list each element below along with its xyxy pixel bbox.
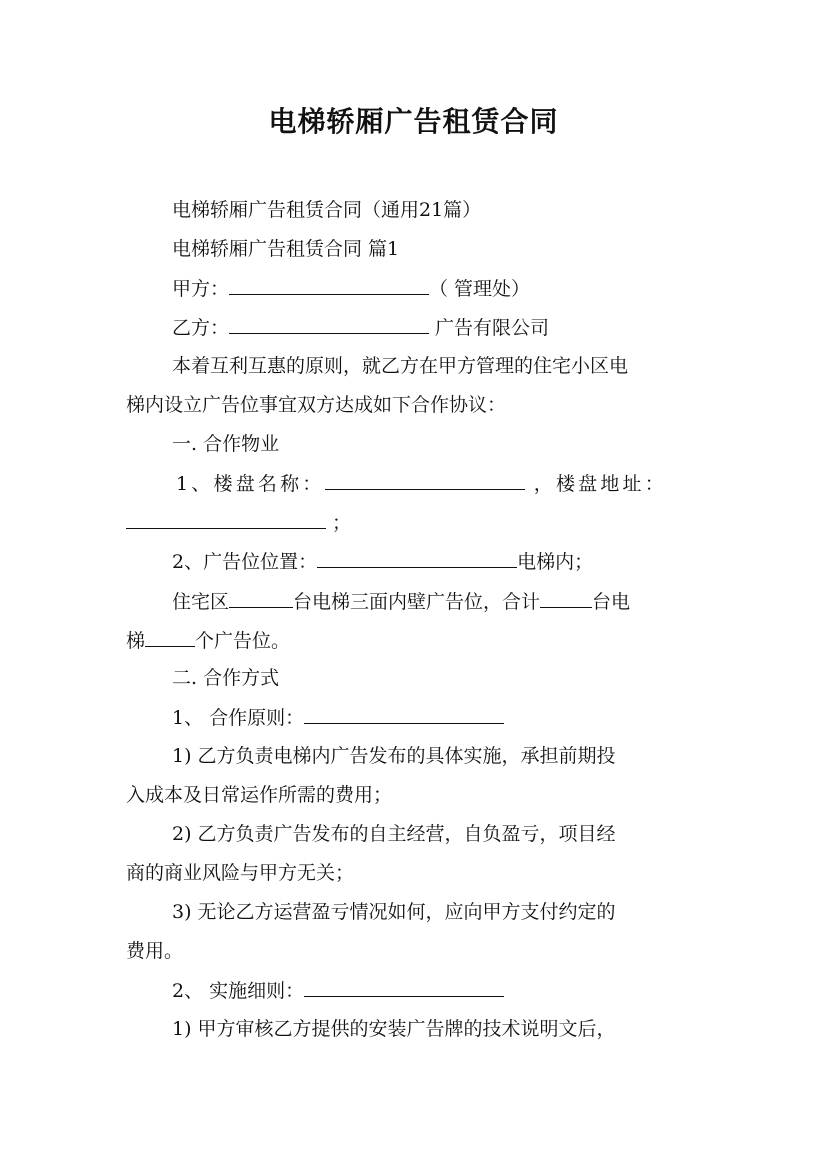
cooperation-principle-blank [304,704,504,724]
total-count-blank [540,588,592,608]
property-address-blank [126,509,326,529]
elevator-count-blank [229,588,293,608]
paragraph-line: 1) 乙方负责电梯内广告发布的具体实施，承担前期投 [172,745,616,767]
implementation-line [172,977,504,1004]
party-a-blank [229,275,429,295]
property-address-label: ，楼盘地址： [524,473,667,495]
party-b-blank [229,314,429,334]
party-a-line [172,275,530,302]
paragraph-line: 本着互利互惠的原则，就乙方在甲方管理的住宅小区电 [172,355,629,377]
cooperation-principle-line [172,704,504,731]
ad-count-blank [145,627,195,647]
text: 台电梯三面内壁广告位，合计 [293,591,541,613]
paragraph-line: 3) 无论乙方运营盈亏情况如何，应向甲方支付约定的 [172,901,616,923]
property-name-line [176,470,667,497]
paragraph-line: 2) 乙方负责广告发布的自主经营，自负盈亏，项目经 [172,823,616,845]
party-b-label: 乙方： [172,317,230,339]
party-a-label: 甲方： [172,278,230,300]
party-a-suffix: （ 管理处） [429,278,531,300]
paragraph-line: 商的商业风险与甲方无关； [126,862,355,884]
paragraph-line: 1) 甲方审核乙方提供的安装广告牌的技术说明文后， [172,1018,616,1040]
ad-position-suffix: 电梯内； [517,551,594,573]
residence-line [172,588,630,615]
semicolon: ； [326,512,352,534]
text: 个广告位。 [195,630,291,652]
ad-position-label: 2、广告位位置： [172,551,318,573]
property-name-blank [325,470,525,490]
doc-subtitle: 电梯轿厢广告租赁合同（通用21篇） [172,199,482,221]
paragraph-line: 入成本及日常运作所需的费用； [126,784,393,806]
implementation-label: 2、 实施细则： [172,980,305,1002]
property-address-line [126,509,351,536]
paragraph-line: 梯内设立广告位事宜双方达成如下合作协议： [126,394,507,416]
party-b-line [172,314,549,341]
party-b-suffix: 广告有限公司 [429,317,550,339]
section-heading: 二. 合作方式 [172,667,280,689]
ad-position-line [172,548,593,575]
article-heading: 电梯轿厢广告租赁合同 篇1 [172,238,400,260]
property-name-label: 1、楼盘名称： [176,473,325,495]
cooperation-principle-label: 1、 合作原则： [172,707,305,729]
text: 住宅区 [172,591,230,613]
document-title: 电梯轿厢广告租赁合同 [268,105,559,138]
residence-line-2 [126,627,290,654]
section-heading: 一. 合作物业 [172,433,280,455]
paragraph-line: 费用。 [126,940,184,962]
text: 梯 [126,630,146,652]
implementation-blank [304,977,504,997]
text: 台电 [592,591,631,613]
ad-position-blank [317,548,517,568]
